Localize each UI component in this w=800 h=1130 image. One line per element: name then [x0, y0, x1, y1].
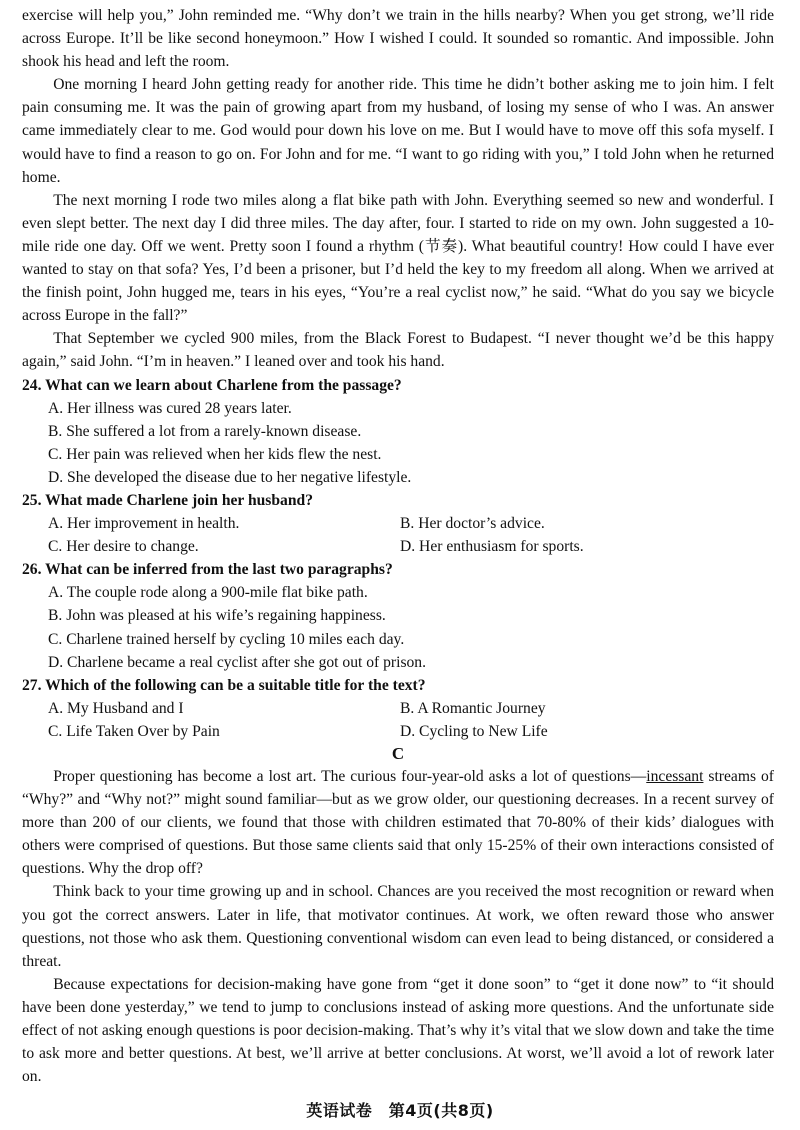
- question-25: [22, 489, 774, 558]
- option-d: D. Cycling to New Life: [400, 722, 548, 740]
- option-c: C. Charlene trained herself by cycling 10 miles each day.: [48, 630, 405, 648]
- passage-c: [22, 765, 774, 1088]
- passage-b-paragraph: That September we cycled 900 miles, from the Black Forest to Budapest. “I never thought we’d be this happy again,” said John. “I’m in heaven.” I leaned over and took his hand.: [22, 330, 774, 371]
- question-stem: 27. Which of the following can be a suitable title for the text?: [22, 676, 426, 694]
- question-24: [22, 374, 774, 489]
- question-27: [22, 674, 774, 743]
- question-26: [22, 558, 774, 673]
- option-d: D. Charlene became a real cyclist after she got out of prison.: [48, 653, 427, 671]
- underlined-word: incessant: [646, 768, 704, 785]
- option-b: B. John was pleased at his wife’s regaining happiness.: [48, 607, 386, 625]
- passage-b-paragraph: One morning I heard John getting ready for another ride. This time he didn’t bother asking me to join him. I felt pain consuming me. It was the pain of growing apart from my husband, of losing my sense of who I was. An answer came immediately clear to me. God would pour down his love on me. But I would have to move off this sofa myself. I would have to find a reason to go on. For John and for me. “I want to go riding with you,” I told John when he returned home.: [22, 76, 774, 186]
- question-stem: 25. What made Charlene join her husband?: [22, 491, 313, 509]
- option-c: C. Life Taken Over by Pain: [48, 722, 220, 740]
- passage-c-paragraph: Because expectations for decision-making have gone from “get it done soon” to “get it done now” to “it should have been done yesterday,” we tend to jump to conclusions instead of asking more questions. And the unfortunate side effect of not asking enough questions is poor decision-making. That’s why it’s vital that we slow down and take the time to ask more and better questions. At best, we’ll arrive at better conclusions. At worst, we’ll avoid a lot of rework later on.: [22, 975, 774, 1086]
- passage-b: [22, 4, 774, 374]
- paragraph-text: streams of “Why?” and “Why not?” might sound familiar—but as we grow older, our questioning decreases. In a recent survey of more than 200 of our clients, we found that those with children estimated that 70-80% of their kids’ dialogues with others were comprised of questions. But those same clients said that only 15-25% of their own interactions consisted of questions. Why the drop off?: [22, 768, 774, 878]
- option-d: D. She developed the disease due to her negative lifestyle.: [48, 468, 412, 486]
- option-b: B. Her doctor’s advice.: [400, 515, 545, 533]
- option-c: C. Her pain was relieved when her kids flew the nest.: [48, 445, 382, 463]
- paragraph-text: Proper questioning has become a lost art. The curious four-year-old asks a lot of questions—: [53, 768, 647, 785]
- option-a: A. My Husband and I: [48, 699, 184, 717]
- passage-c-paragraph: Think back to your time growing up and in school. Chances are you received the most recognition or reward when you got the correct answers. Later in life, that motivator continues. At work, we often reward those who answer questions, not those who ask them. Questioning conventional wisdom can even lead to being distanced, or considered a threat.: [22, 883, 774, 970]
- option-a: A. Her improvement in health.: [48, 515, 240, 533]
- question-stem: 24. What can we learn about Charlene from the passage?: [22, 376, 402, 394]
- option-b: B. She suffered a lot from a rarely-known disease.: [48, 422, 362, 440]
- passage-b-paragraph: exercise will help you,” John reminded me. “Why don’t we train in the hills nearby? When you get strong, we’ll ride across Europe. It’ll be like second honeymoon.” How I wished I could. It sounded so romantic. And impossible. John shook his head and left the room.: [22, 7, 774, 71]
- passage-b-paragraph: The next morning I rode two miles along a flat bike path with John. Everything seemed so new and wonderful. I even slept better. The next day I did three miles. The day after, four. I started to ride on my own. John suggested a 10-mile ride one day. Off we went. Pretty soon I found a rhythm (节奏). What beautiful country! How could I have ever wanted to stay on that sofa? Yes, I’d been a prisoner, but I’d held the key to my freedom all along. When we arrived at the finish point, John hugged me, tears in his eyes, “You’re a real cyclist now,” he said. “What do you say we bicycle across Europe in the fall?”: [22, 191, 774, 325]
- question-stem: 26. What can be inferred from the last two paragraphs?: [22, 561, 393, 579]
- section-heading-c: C: [391, 744, 405, 763]
- option-a: A. Her illness was cured 28 years later.: [48, 399, 292, 417]
- passage-c-paragraph: [22, 765, 774, 880]
- option-c: C. Her desire to change.: [48, 538, 199, 556]
- option-a: A. The couple rode along a 900-mile flat bike path.: [48, 584, 368, 602]
- option-d: D. Her enthusiasm for sports.: [400, 538, 584, 556]
- option-b: B. A Romantic Journey: [400, 699, 546, 717]
- page-footer: 英语试卷 第4页(共8页): [306, 1101, 494, 1120]
